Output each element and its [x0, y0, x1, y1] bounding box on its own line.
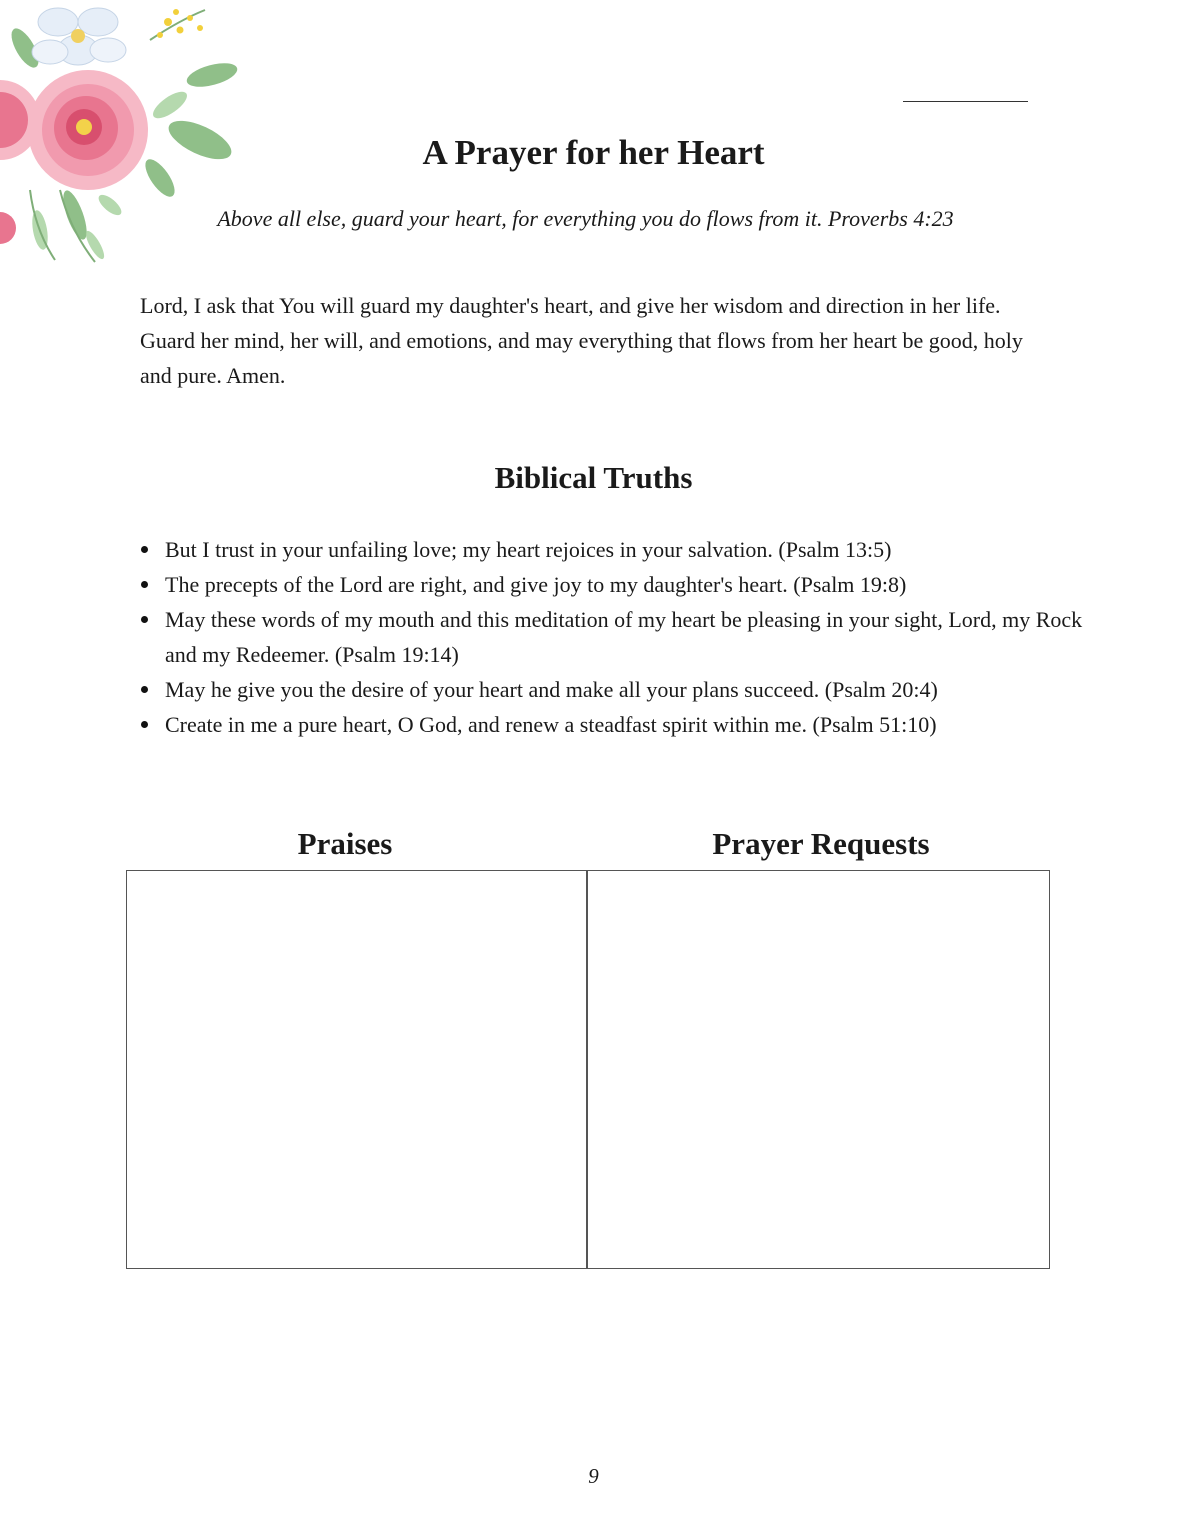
- prayer-requests-box[interactable]: [586, 870, 1050, 1269]
- page-number: 9: [588, 1464, 599, 1488]
- page-title: A Prayer for her Heart: [422, 133, 765, 172]
- list-item: May he give you the desire of your heart and make all your plans succeed. (Psalm 20:4): [140, 672, 1085, 707]
- prayer-requests-heading: Prayer Requests: [712, 826, 930, 861]
- praises-box[interactable]: [126, 870, 588, 1269]
- prayer-text: Lord, I ask that You will guard my daughter's heart, and give her wisdom and direction in her life. Guard her mind, her will, and emotions, and may everything that flows from her heart be good, holy and pure. Amen.: [140, 293, 1023, 388]
- list-item: The precepts of the Lord are right, and give joy to my daughter's heart. (Psalm 19:8): [140, 567, 1085, 602]
- verse-text: Above all else, guard your heart, for everything you do flows from it. Proverbs 4:23: [217, 206, 954, 231]
- verse-quote: [0, 206, 1187, 232]
- list-item: But I trust in your unfailing love; my heart rejoices in your salvation. (Psalm 13:5): [140, 532, 1085, 567]
- praises-heading: Praises: [297, 826, 393, 861]
- list-item: May these words of my mouth and this meditation of my heart be pleasing in your sight, Lord, my Rock and my Redeemer. (Psalm 19:14): [140, 602, 1085, 672]
- biblical-truths-list: [140, 532, 1085, 742]
- biblical-truths-title: Biblical Truths: [494, 460, 693, 495]
- list-item: Create in me a pure heart, O God, and renew a steadfast spirit within me. (Psalm 51:10): [140, 707, 1085, 742]
- date-line[interactable]: [903, 101, 1028, 102]
